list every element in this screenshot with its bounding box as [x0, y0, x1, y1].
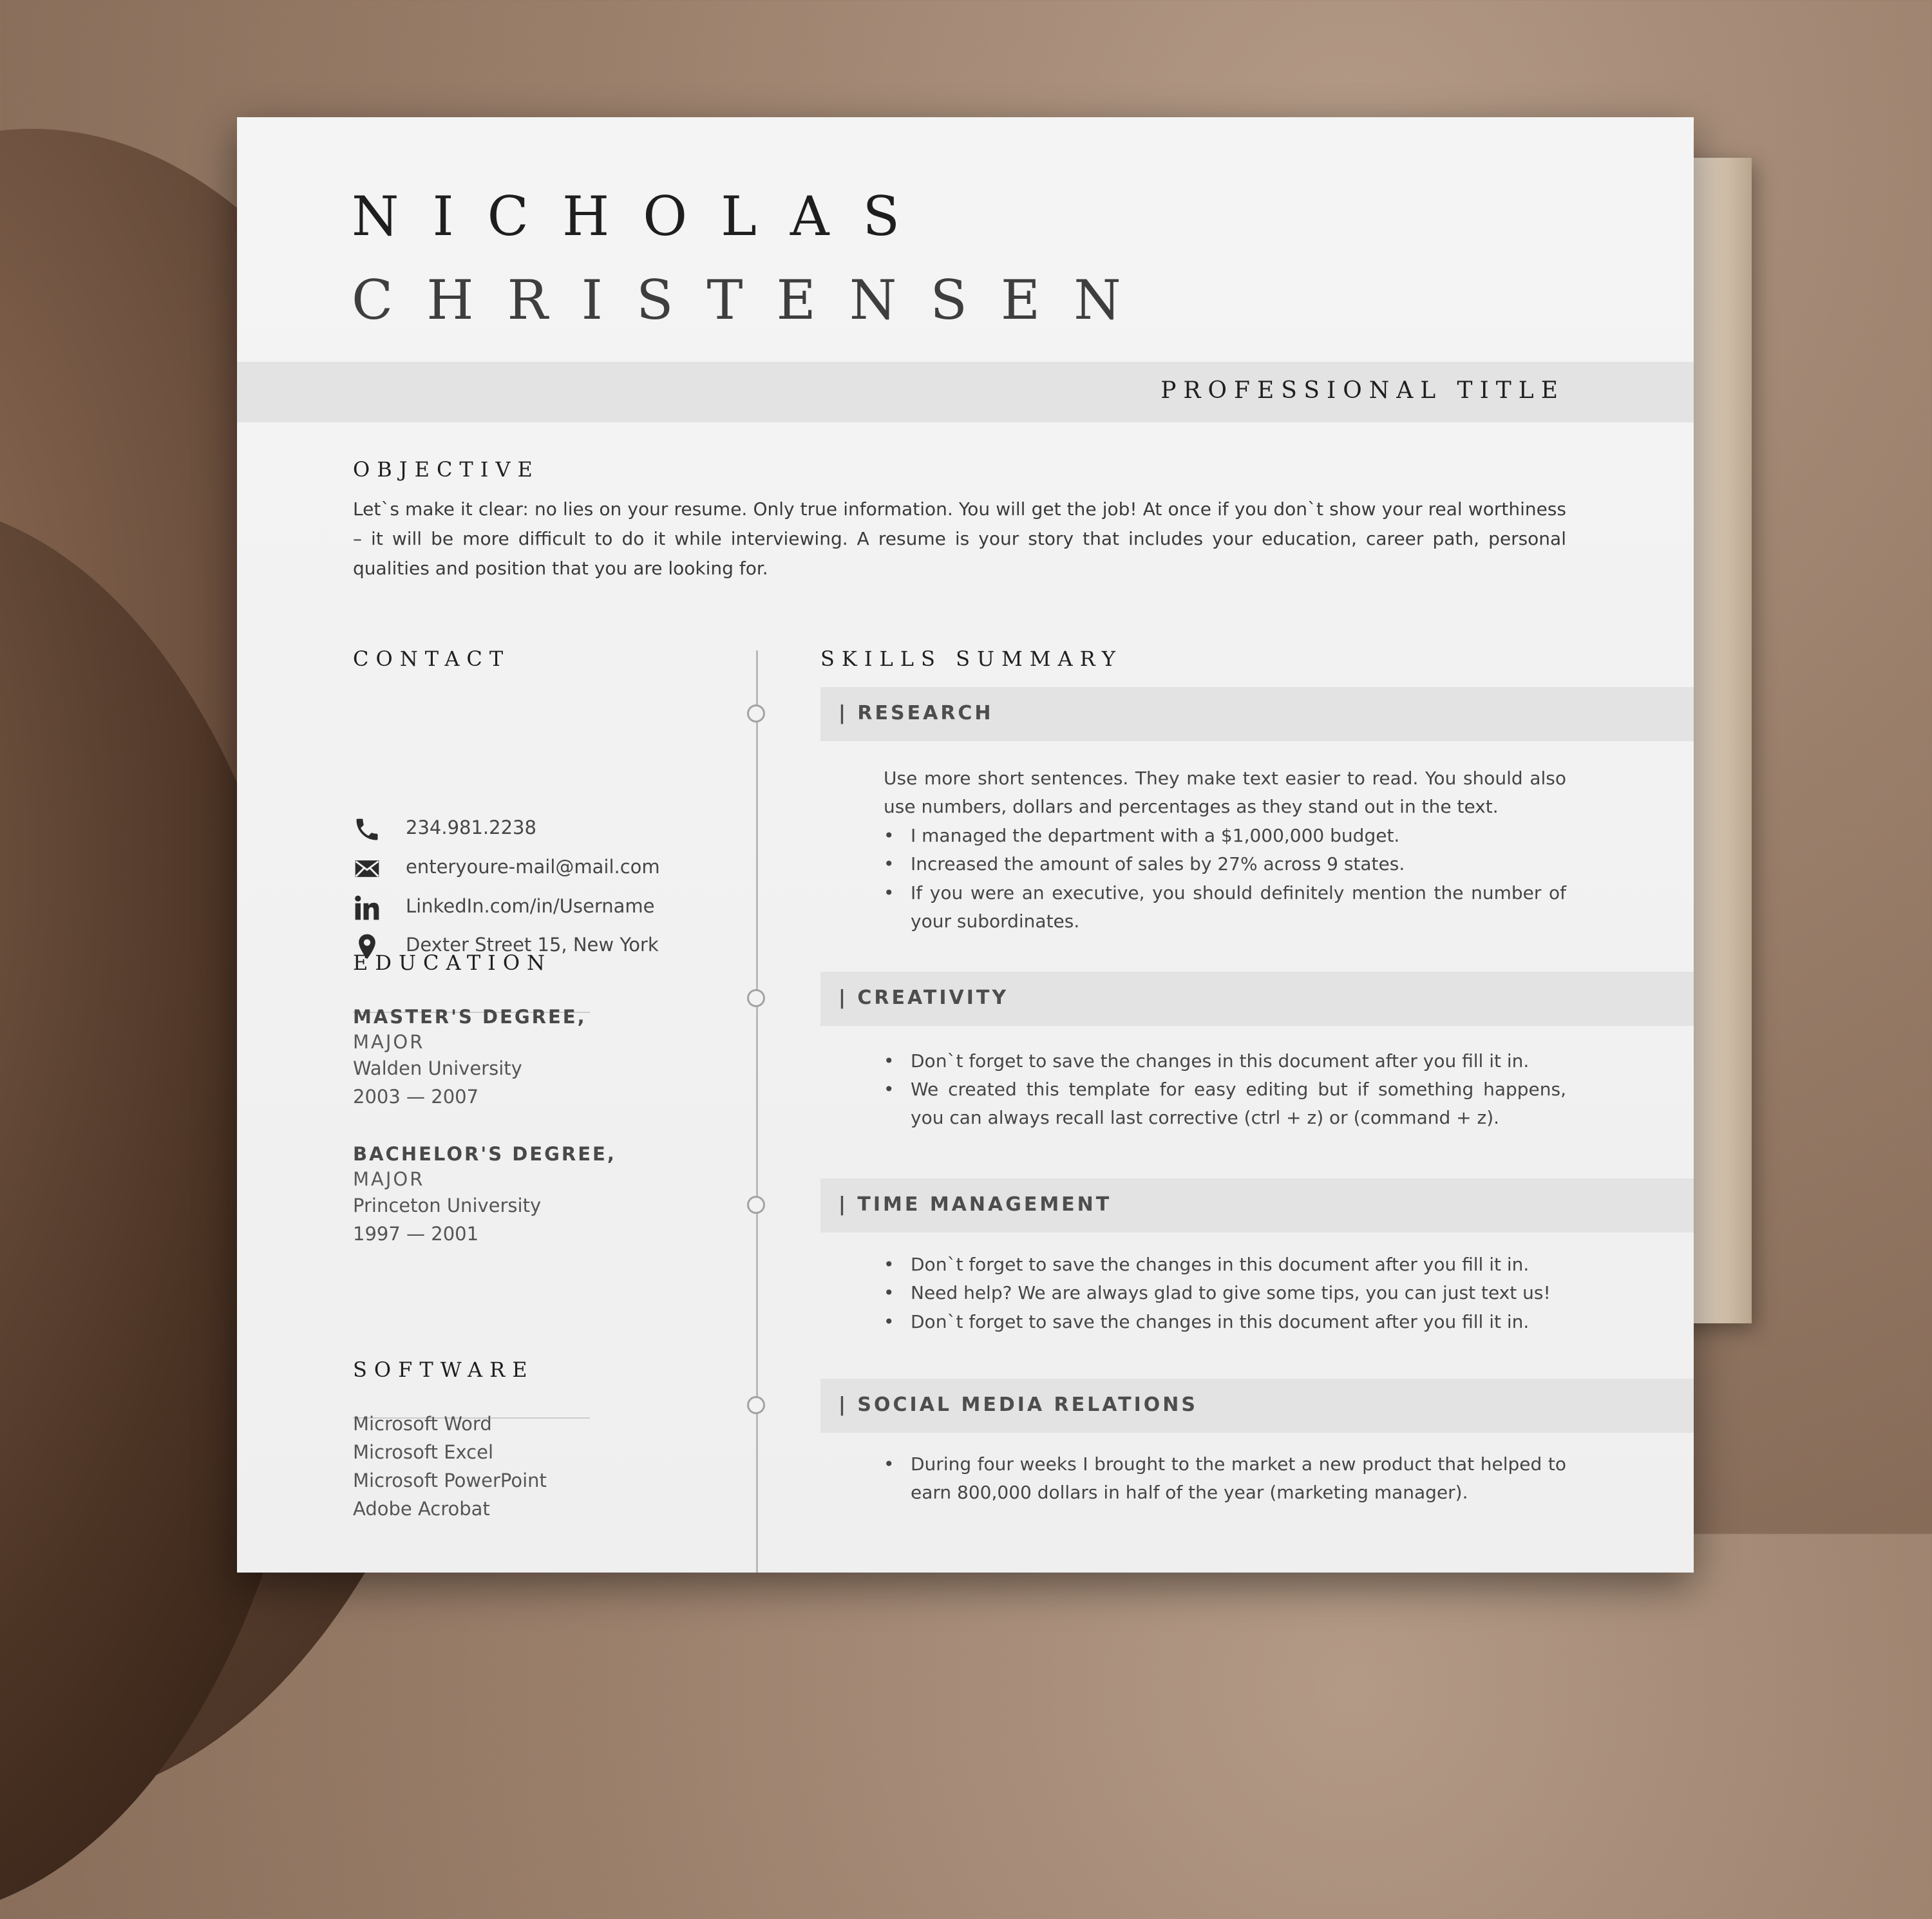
- skill-bullet: • Don`t forget to save the changes in this document after you fill it in.: [884, 1047, 1566, 1075]
- skill-bullet: • I managed the department with a $1,000,000 budget.: [884, 822, 1566, 850]
- skill-bullet: • Need help? We are always glad to give some tips, you can just text us!: [884, 1279, 1566, 1307]
- skill-intro-text: Use more short sentences. They make text easier to read. You should also use numbers, dollars and percentages as they stand out in the text.: [884, 768, 1566, 817]
- education-heading: EDUCATION: [353, 950, 553, 975]
- education-degree: BACHELOR'S DEGREE,: [353, 1143, 616, 1165]
- timeline-dot: [747, 704, 765, 723]
- software-heading: SOFTWARE: [353, 1357, 535, 1382]
- skill-section-header: [820, 1178, 1694, 1233]
- linkedin-url: LinkedIn.com/in/Username: [406, 895, 655, 917]
- timeline-dot: [747, 1196, 765, 1214]
- objective-text: Let`s make it clear: no lies on your resume. Only true information. You will get the job! At once if you don`t show your real worthiness – it will be more difficult to do it while interviewing. A resume is your story that includes your education, career path, personal qualities and position that you are looking for.: [353, 498, 1566, 579]
- timeline-line: [756, 650, 758, 1573]
- street-address: Dexter Street 15, New York: [406, 934, 659, 956]
- professional-title: PROFESSIONAL TITLE: [1160, 377, 1565, 404]
- education-years: 2003 — 2007: [353, 1086, 479, 1108]
- resume-page: [237, 117, 1694, 1573]
- education-degree: MASTER'S DEGREE,: [353, 1006, 587, 1028]
- skill-bullet: • We created this template for easy editing but if something happens, you can always recall last corrective (ctrl + z) or (command + z).: [884, 1075, 1566, 1132]
- skill-section-title: | CREATIVITY: [838, 987, 1009, 1009]
- skill-bullet: • Increased the amount of sales by 27% across 9 states.: [884, 850, 1566, 878]
- mail-icon: [353, 855, 381, 883]
- phone-icon: [353, 815, 381, 844]
- education-school: Princeton University: [353, 1195, 542, 1216]
- contact-heading: CONTACT: [353, 647, 511, 671]
- education-school: Walden University: [353, 1057, 522, 1079]
- skill-section-header: [820, 1379, 1694, 1433]
- skill-section-header: [820, 687, 1694, 741]
- objective-heading: OBJECTIVE: [353, 457, 540, 482]
- skill-section-title: | SOCIAL MEDIA RELATIONS: [838, 1394, 1198, 1416]
- skill-bullet: • Don`t forget to save the changes in this document after you fill it in.: [884, 1308, 1566, 1336]
- software-item: Microsoft PowerPoint: [353, 1470, 547, 1491]
- skill-section-title: | TIME MANAGEMENT: [838, 1193, 1112, 1216]
- skill-bullet: • During four weeks I brought to the market a new product that helped to earn 800,000 dollars in half of the year (marketing manager).: [884, 1450, 1566, 1507]
- timeline-dot: [747, 989, 765, 1007]
- software-item: Microsoft Excel: [353, 1441, 494, 1463]
- education-major: MAJOR: [353, 1168, 425, 1190]
- education-years: 1997 — 2001: [353, 1223, 479, 1245]
- timeline-dot: [747, 1396, 765, 1414]
- first-name: NICHOLAS: [352, 185, 934, 248]
- software-item: Microsoft Word: [353, 1413, 492, 1435]
- software-item: Adobe Acrobat: [353, 1498, 490, 1520]
- education-major: MAJOR: [353, 1031, 425, 1053]
- skill-section-header: [820, 972, 1694, 1026]
- last-name: CHRISTENSEN: [352, 269, 1155, 332]
- skill-bullet: • If you were an executive, you should definitely mention the number of your subordinates.: [884, 879, 1566, 936]
- email-address: enteryoure-mail@mail.com: [406, 856, 660, 878]
- skills-heading: SKILLS SUMMARY: [820, 647, 1122, 671]
- linkedin-icon: [353, 894, 381, 922]
- skill-bullet: • Don`t forget to save the changes in this document after you fill it in.: [884, 1251, 1566, 1279]
- skill-section-title: | RESEARCH: [838, 702, 994, 724]
- phone-number: 234.981.2238: [406, 817, 536, 838]
